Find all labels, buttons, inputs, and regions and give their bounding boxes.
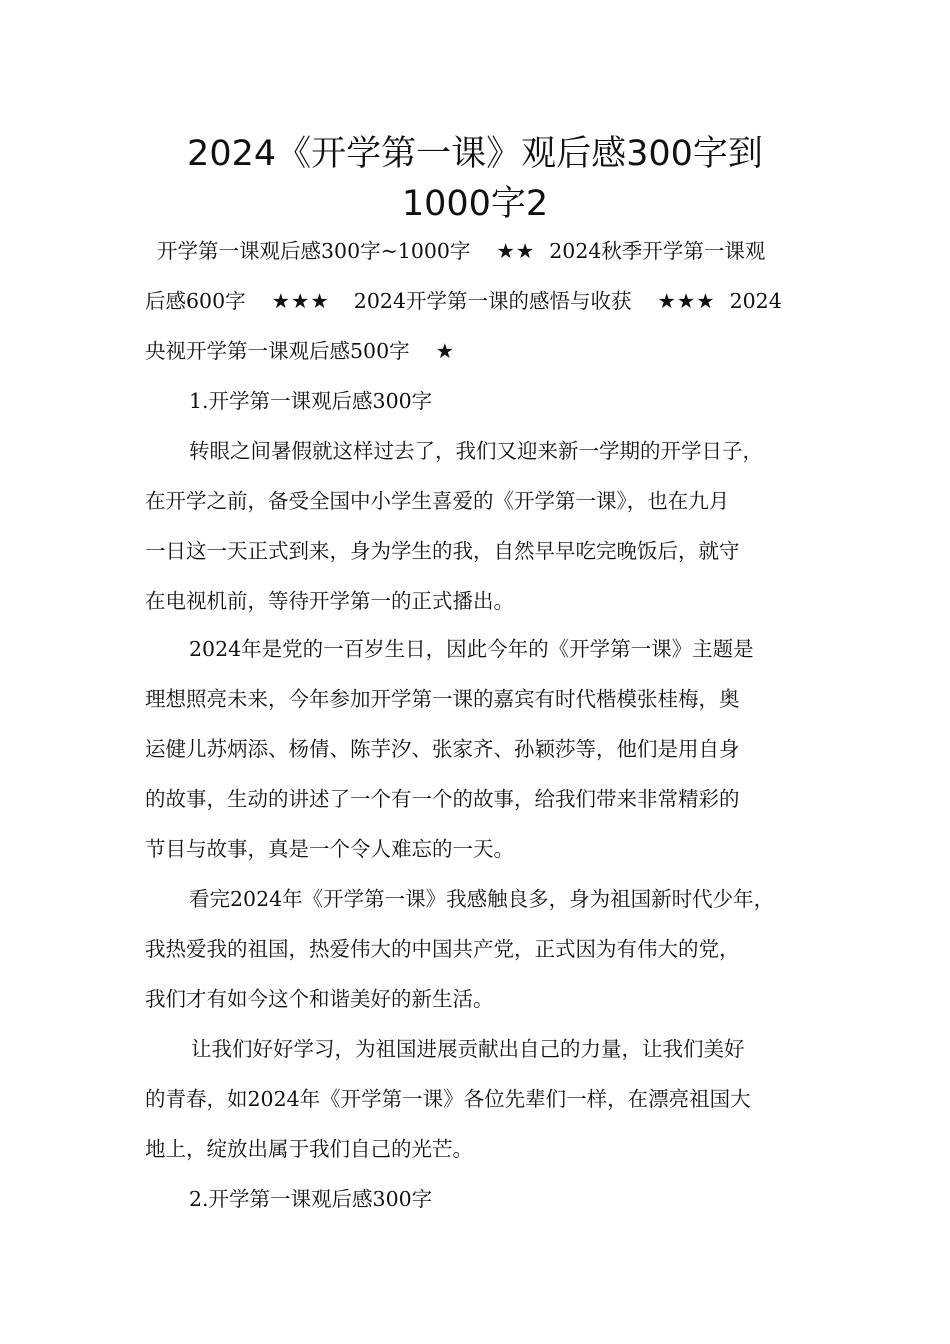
summary-item-1: 开学第一课观后感300字~1000字 <box>157 239 471 263</box>
paragraph-line: 看完2024年《开学第一课》我感触良多，身为祖国新时代少年， <box>189 887 775 911</box>
paragraph-line: 在电视机前，等待开学第一的正式播出。 <box>145 589 514 613</box>
paragraph-line: 运健儿苏炳添、杨倩、陈芋汐、张家齐、孙颖莎等，他们是用自身 <box>145 737 740 761</box>
paragraph-line: 在开学之前，备受全国中小学生喜爱的《开学第一课》，也在九月 <box>145 489 730 513</box>
paragraph-line: 的故事，生动的讲述了一个有一个的故事，给我们带来非常精彩的 <box>145 787 740 811</box>
rating-stars: ★★ <box>496 239 536 263</box>
paragraph-line: 节目与故事，真是一个令人难忘的一天。 <box>145 837 514 861</box>
summary-line-3 <box>145 338 815 364</box>
summary-item-4-start: 2024 <box>729 289 782 313</box>
paragraph-line: 我们才有如今这个和谐美好的新生活。 <box>145 987 494 1011</box>
summary-item-2-end: 后感600字 <box>145 289 246 313</box>
paragraph-line: 理想照亮未来，今年参加开学第一课的嘉宾有时代楷模张桂梅，奥 <box>145 687 740 711</box>
summary-line-2 <box>145 288 815 314</box>
summary-line-1 <box>157 238 827 264</box>
rating-stars: ★★★ <box>657 289 716 313</box>
paragraph-line: 转眼之间暑假就这样过去了，我们又迎来新一学期的开学日子， <box>189 439 763 463</box>
paragraph-line: 让我们好好学习，为祖国进展贡献出自己的力量，让我们美好 <box>191 1037 745 1061</box>
document-title-line-1: 2024《开学第一课》观后感300字到 <box>187 134 763 174</box>
summary-item-4-end: 央视开学第一课观后感500字 <box>145 339 410 363</box>
section-heading-1: 1.开学第一课观后感300字 <box>189 389 433 413</box>
paragraph-line: 我热爱我的祖国，热爱伟大的中国共产党，正式因为有伟大的党， <box>145 937 740 961</box>
summary-item-2-start: 2024秋季开学第一课观 <box>549 239 766 263</box>
paragraph-line: 地上，绽放出属于我们自己的光芒。 <box>145 1137 473 1161</box>
section-heading-2: 2.开学第一课观后感300字 <box>189 1187 433 1211</box>
rating-stars: ★★★ <box>271 289 330 313</box>
paragraph-line: 2024年是党的一百岁生日，因此今年的《开学第一课》主题是 <box>189 637 754 661</box>
paragraph-line: 的青春，如2024年《开学第一课》各位先辈们一样，在漂亮祖国大 <box>145 1087 751 1111</box>
summary-item-3: 2024开学第一课的感悟与收获 <box>353 289 632 313</box>
rating-stars: ★ <box>435 339 456 363</box>
document-title-line-2: 1000字2 <box>401 184 549 224</box>
paragraph-line: 一日这一天正式到来，身为学生的我，自然早早吃完晚饭后，就守 <box>145 539 740 563</box>
